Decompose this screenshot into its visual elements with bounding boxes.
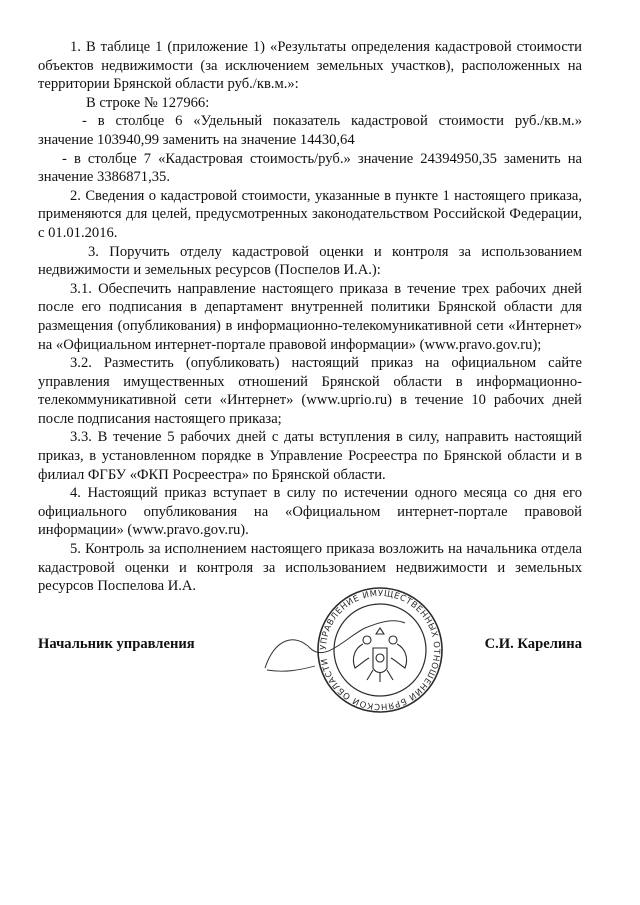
seal-outer-ring [318,588,442,712]
paragraph-5: 5. Контроль за исполнением настоящего приказа возложить на начальника отдела кадастровой оценки и контроля за использованием недвижимости и земельных ресурсов Поспелова И.А. [38,541,582,595]
paragraph-3-1: 3.1. Обеспечить направление настоящего приказа в течение трех рабочих дней после его подписания в департамент внутренней политики Брянской области для размещения (опубликования) в информационно-телекомуникативной сети «Интернет» на «Официальном интернет-портале правовой информации» (www.pravo.gov.ru); [38,280,582,353]
eagle-emblem-icon [353,628,406,682]
paragraph-column-6: - в столбце 6 «Удельный показатель кадастровой стоимости руб./кв.м.» значение 103940,99 заменить на значение 14430,64 [38,113,582,148]
paragraph-3-3: 3.3. В течение 5 рабочих дней с даты вступления в силу, направить настоящий приказ, в установленном порядке в Управление Росреестра по Брянской области и в филиал ФГБУ «ФКП Росреестра» по Брянской области. [38,429,582,483]
paragraph-row-number: В строке № 127966: [86,94,210,111]
signature-name: С.И. Карелина [484,636,582,652]
seal-ring-text: УПРАВЛЕНИЕ ИМУЩЕСТВЕННЫХ ОТНОШЕНИЙ БРЯНСКОЙ ОБЛАСТИ [318,588,442,712]
paragraph-3-2: 3.2. Разместить (опубликовать) настоящий приказ на официальном сайте управления имущественных отношений Брянской области в информационно-телекоммуникативной сети «Интернет» (www.uprio.ru) в течение 10 рабочих дней после подписания настоящего приказа; [38,355,582,427]
paragraph-4: 4. Настоящий приказ вступает в силу по истечении одного месяца со дня его официального опубликования на «Официальном интернет-портале правовой информации» (www.pravo.gov.ru). [38,485,582,539]
signature-underline [267,666,315,671]
document-body [38,38,582,596]
paragraph-2: 2. Сведения о кадастровой стоимости, указанные в пункте 1 настоящего приказа, применяются для целей, предусмотренных законодательством Российской Федерации, с 01.01.2016. [38,187,582,241]
official-seal-stamp [255,578,455,718]
paragraph-3: 3. Поручить отделу кадастровой оценки и контроля за использованием недвижимости и земельных ресурсов (Поспелов И.А.): [38,243,582,279]
paragraph-column-7: - в столбце 7 «Кадастровая стоимость/руб.» значение 24394950,35 заменить на значение 3386871,35. [38,150,582,186]
paragraph-1: 1. В таблице 1 (приложение 1) «Результаты определения кадастровой стоимости объектов недвижимости (за исключением земельных участков), расположенных на территории Брянской области руб./кв.м.»: [38,39,582,93]
signature-title: Начальник управления [38,636,195,652]
seal-inner-ring [334,604,426,696]
